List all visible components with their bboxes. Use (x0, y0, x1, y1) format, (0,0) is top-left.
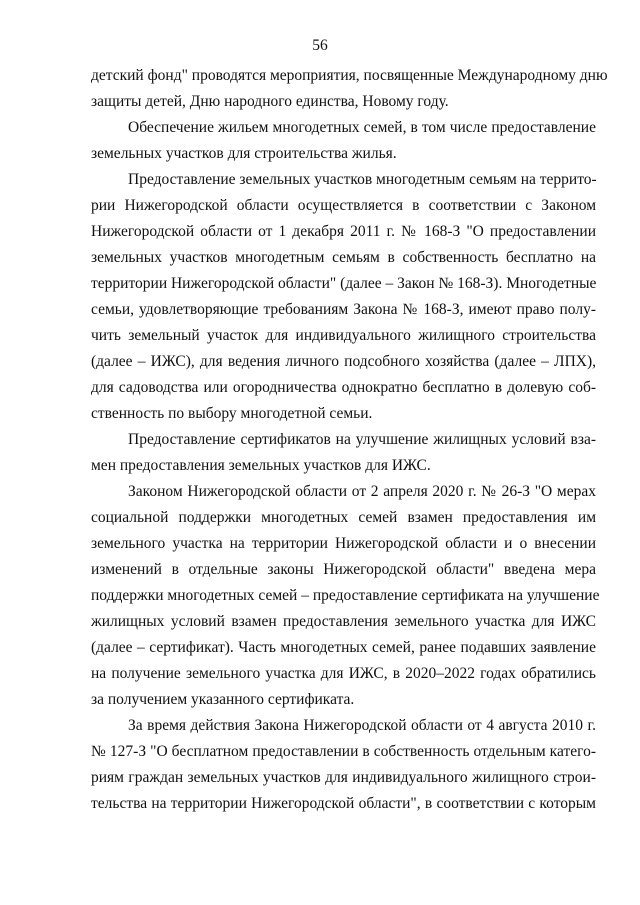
page-number: 56 (312, 37, 328, 54)
text-line: (далее – ИЖС), для ведения личного подсобного хозяйства (далее – ЛПХ), (91, 353, 596, 370)
text-line: Нижегородской области от 1 декабря 2011 г. № 168-З "О предоставлении (91, 223, 596, 240)
text-line: риям граждан земельных участков для индивидуального жилищного строи- (91, 769, 596, 786)
text-line: мен предоставления земельных участков для ИЖС. (91, 457, 431, 474)
text-line: Предоставление сертификатов на улучшение жилищных условий вза- (128, 431, 596, 448)
text-line: № 127-З "О бесплатном предоставлении в собственность отдельным катего- (91, 743, 596, 760)
text-line: За время действия Закона Нижегородской области от 4 августа 2010 г. (128, 717, 596, 734)
text-line: за получением указанного сертификата. (91, 691, 355, 708)
text-line: земельного участка на территории Нижегородской области и о внесении (91, 535, 596, 552)
text-line: территории Нижегородской области" (далее – Закон № 168-З). Многодетные (91, 275, 597, 292)
text-line: жилищных условий взамен предоставления земельного участка для ИЖС (91, 613, 596, 630)
text-line: детский фонд" проводятся мероприятия, посвященные Международному дню (91, 67, 608, 84)
text-line: Обеспечение жильем многодетных семей, в том числе предоставление (128, 119, 596, 136)
text-line: защиты детей, Дню народного единства, Новому году. (91, 93, 449, 110)
text-line: Законом Нижегородской области от 2 апреля 2020 г. № 26-З "О мерах (128, 483, 596, 500)
text-line: поддержки многодетных семей – предоставление сертификата на улучшение (91, 587, 600, 604)
text-line: чить земельный участок для индивидуального жилищного строительства (91, 327, 596, 344)
text-line: ственность по выбору многодетной семьи. (91, 405, 373, 422)
text-line: Предоставление земельных участков многодетным семьям на террито- (128, 171, 597, 188)
text-line: социальной поддержки многодетных семей взамен предоставления им (91, 509, 596, 526)
text-line: на получение земельного участка для ИЖС, в 2020–2022 годах обратились (91, 665, 596, 682)
text-line: тельства на территории Нижегородской области", в соответствии с которым (91, 795, 596, 812)
text-line: семьи, удовлетворяющие требованиям Закона № 168-З, имеют право полу- (91, 301, 596, 318)
text-line: земельных участков для строительства жилья. (91, 145, 397, 162)
text-line: земельных участков многодетным семьям в собственность бесплатно на (91, 249, 596, 266)
text-line: изменений в отдельные законы Нижегородской области" введена мера (91, 561, 596, 578)
text-line: для садоводства или огородничества однократно бесплатно в долевую соб- (91, 379, 596, 396)
text-line: рии Нижегородской области осуществляется в соответствии с Законом (91, 197, 596, 214)
text-line: (далее – сертификат). Часть многодетных семей, ранее подавших заявление (91, 639, 596, 656)
